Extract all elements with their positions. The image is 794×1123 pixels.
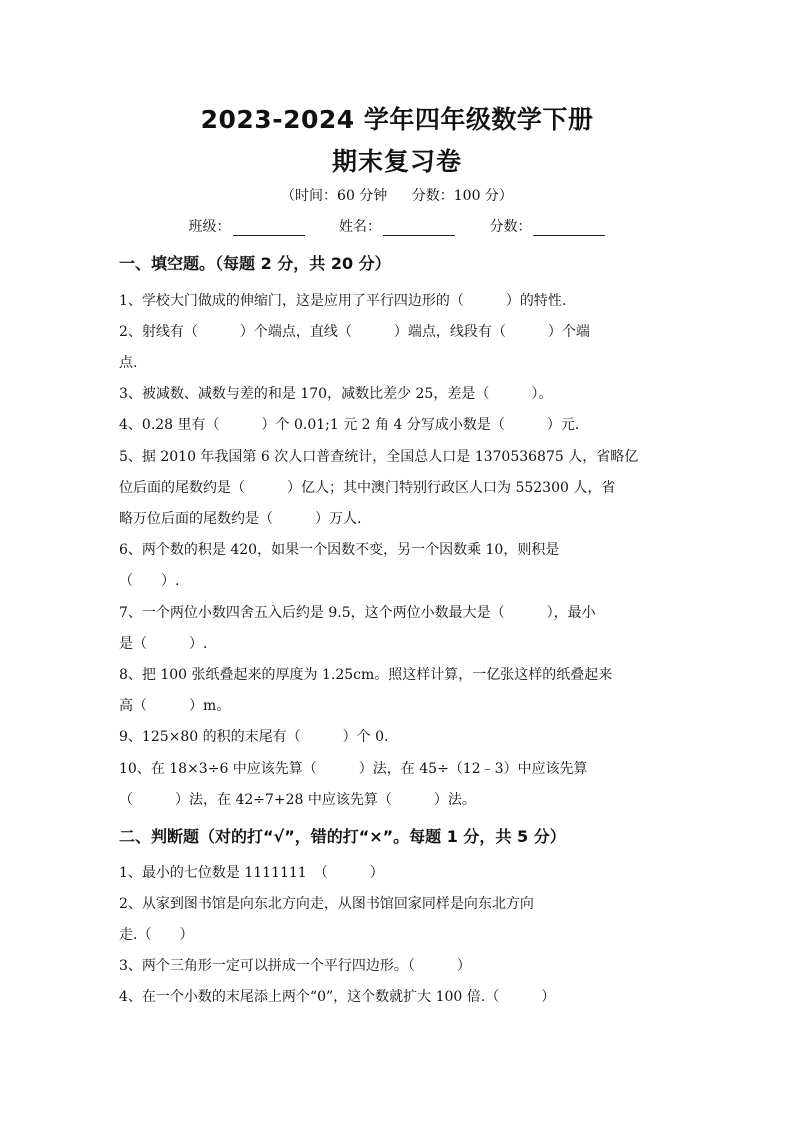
score-field	[489, 216, 605, 236]
question-line: 略万位后面的尾数约是（ ）万人.	[119, 511, 362, 527]
question-line: 5、据 2010 年我国第 6 次人口普查统计，全国总人口是 1370536875 人，省略亿	[119, 449, 639, 465]
question-line: 2、射线有（ ）个端点，直线（ ）端点，线段有（ ）个端	[119, 324, 590, 340]
question-line: 4、0.28 里有（ ）个 0.01;1 元 2 角 4 分写成小数是（ ）元.	[119, 417, 580, 433]
question-line: （ ）法，在 42÷7+28 中应该先算（ ）法。	[119, 792, 476, 808]
name-blank[interactable]	[383, 221, 455, 236]
question-line: 8、把 100 张纸叠起来的厚度为 1.25cm。照这样计算，一亿张这样的纸叠起来	[119, 667, 613, 683]
question-line: 走.（ ）	[119, 927, 194, 943]
time-score-info	[0, 185, 794, 205]
question-line: 1、学校大门做成的伸缩门，这是应用了平行四边形的（ ）的特性.	[119, 293, 567, 309]
student-info-row	[0, 216, 794, 236]
question-line: 位后面的尾数约是（ ）亿人；其中澳门特别行政区人口为 552300 人，省	[119, 480, 616, 496]
question-line: 点.	[119, 355, 138, 371]
exam-title: 2023-2024 学年四年级数学下册	[200, 105, 594, 134]
exam-subtitle: 期末复习卷	[331, 147, 462, 176]
question-line: 1、最小的七位数是 1111111 （ ）	[119, 865, 384, 881]
score-info: 分数：100 分）	[411, 188, 513, 204]
time-info: （时间：60 分钟	[281, 188, 388, 204]
name-label: 姓名：	[339, 219, 381, 235]
question-line: 3、被减数、减数与差的和是 170，减数比差少 25，差是（ ）。	[119, 386, 553, 402]
class-label: 班级：	[188, 219, 231, 235]
question-line: 是（ ）.	[119, 636, 208, 652]
question-line: 高（ ）m。	[119, 698, 231, 714]
section2-heading: 二、判断题（对的打“√”，错的打“×”。每题 1 分，共 5 分）	[119, 827, 566, 846]
score-blank[interactable]	[533, 221, 605, 236]
class-field	[189, 216, 305, 236]
class-blank[interactable]	[233, 221, 305, 236]
question-line: 3、两个三角形一定可以拼成一个平行四边形。（ ）	[119, 958, 471, 974]
score-label: 分数：	[489, 219, 532, 235]
question-line: 4、在一个小数的末尾添上两个“0”，这个数就扩大 100 倍.（ ）	[119, 989, 556, 1005]
question-line: 7、一个两位小数四舍五入后约是 9.5，这个两位小数最大是（ ），最小	[119, 605, 596, 621]
question-line: 2、从家到图书馆是向东北方向走，从图书馆回家同样是向东北方向	[119, 896, 534, 912]
question-line: （ ）.	[119, 573, 180, 589]
question-line: 10、在 18×3÷6 中应该先算（ ）法，在 45÷（12﹣3）中应该先算	[119, 761, 588, 777]
question-line: 6、两个数的积是 420，如果一个因数不变，另一个因数乘 10，则积是	[119, 542, 560, 558]
section1-heading: 一、填空题。（每题 2 分，共 20 分）	[119, 254, 391, 273]
question-line: 9、125×80 的积的末尾有（ ）个 0.	[119, 729, 389, 745]
name-field	[339, 216, 455, 236]
